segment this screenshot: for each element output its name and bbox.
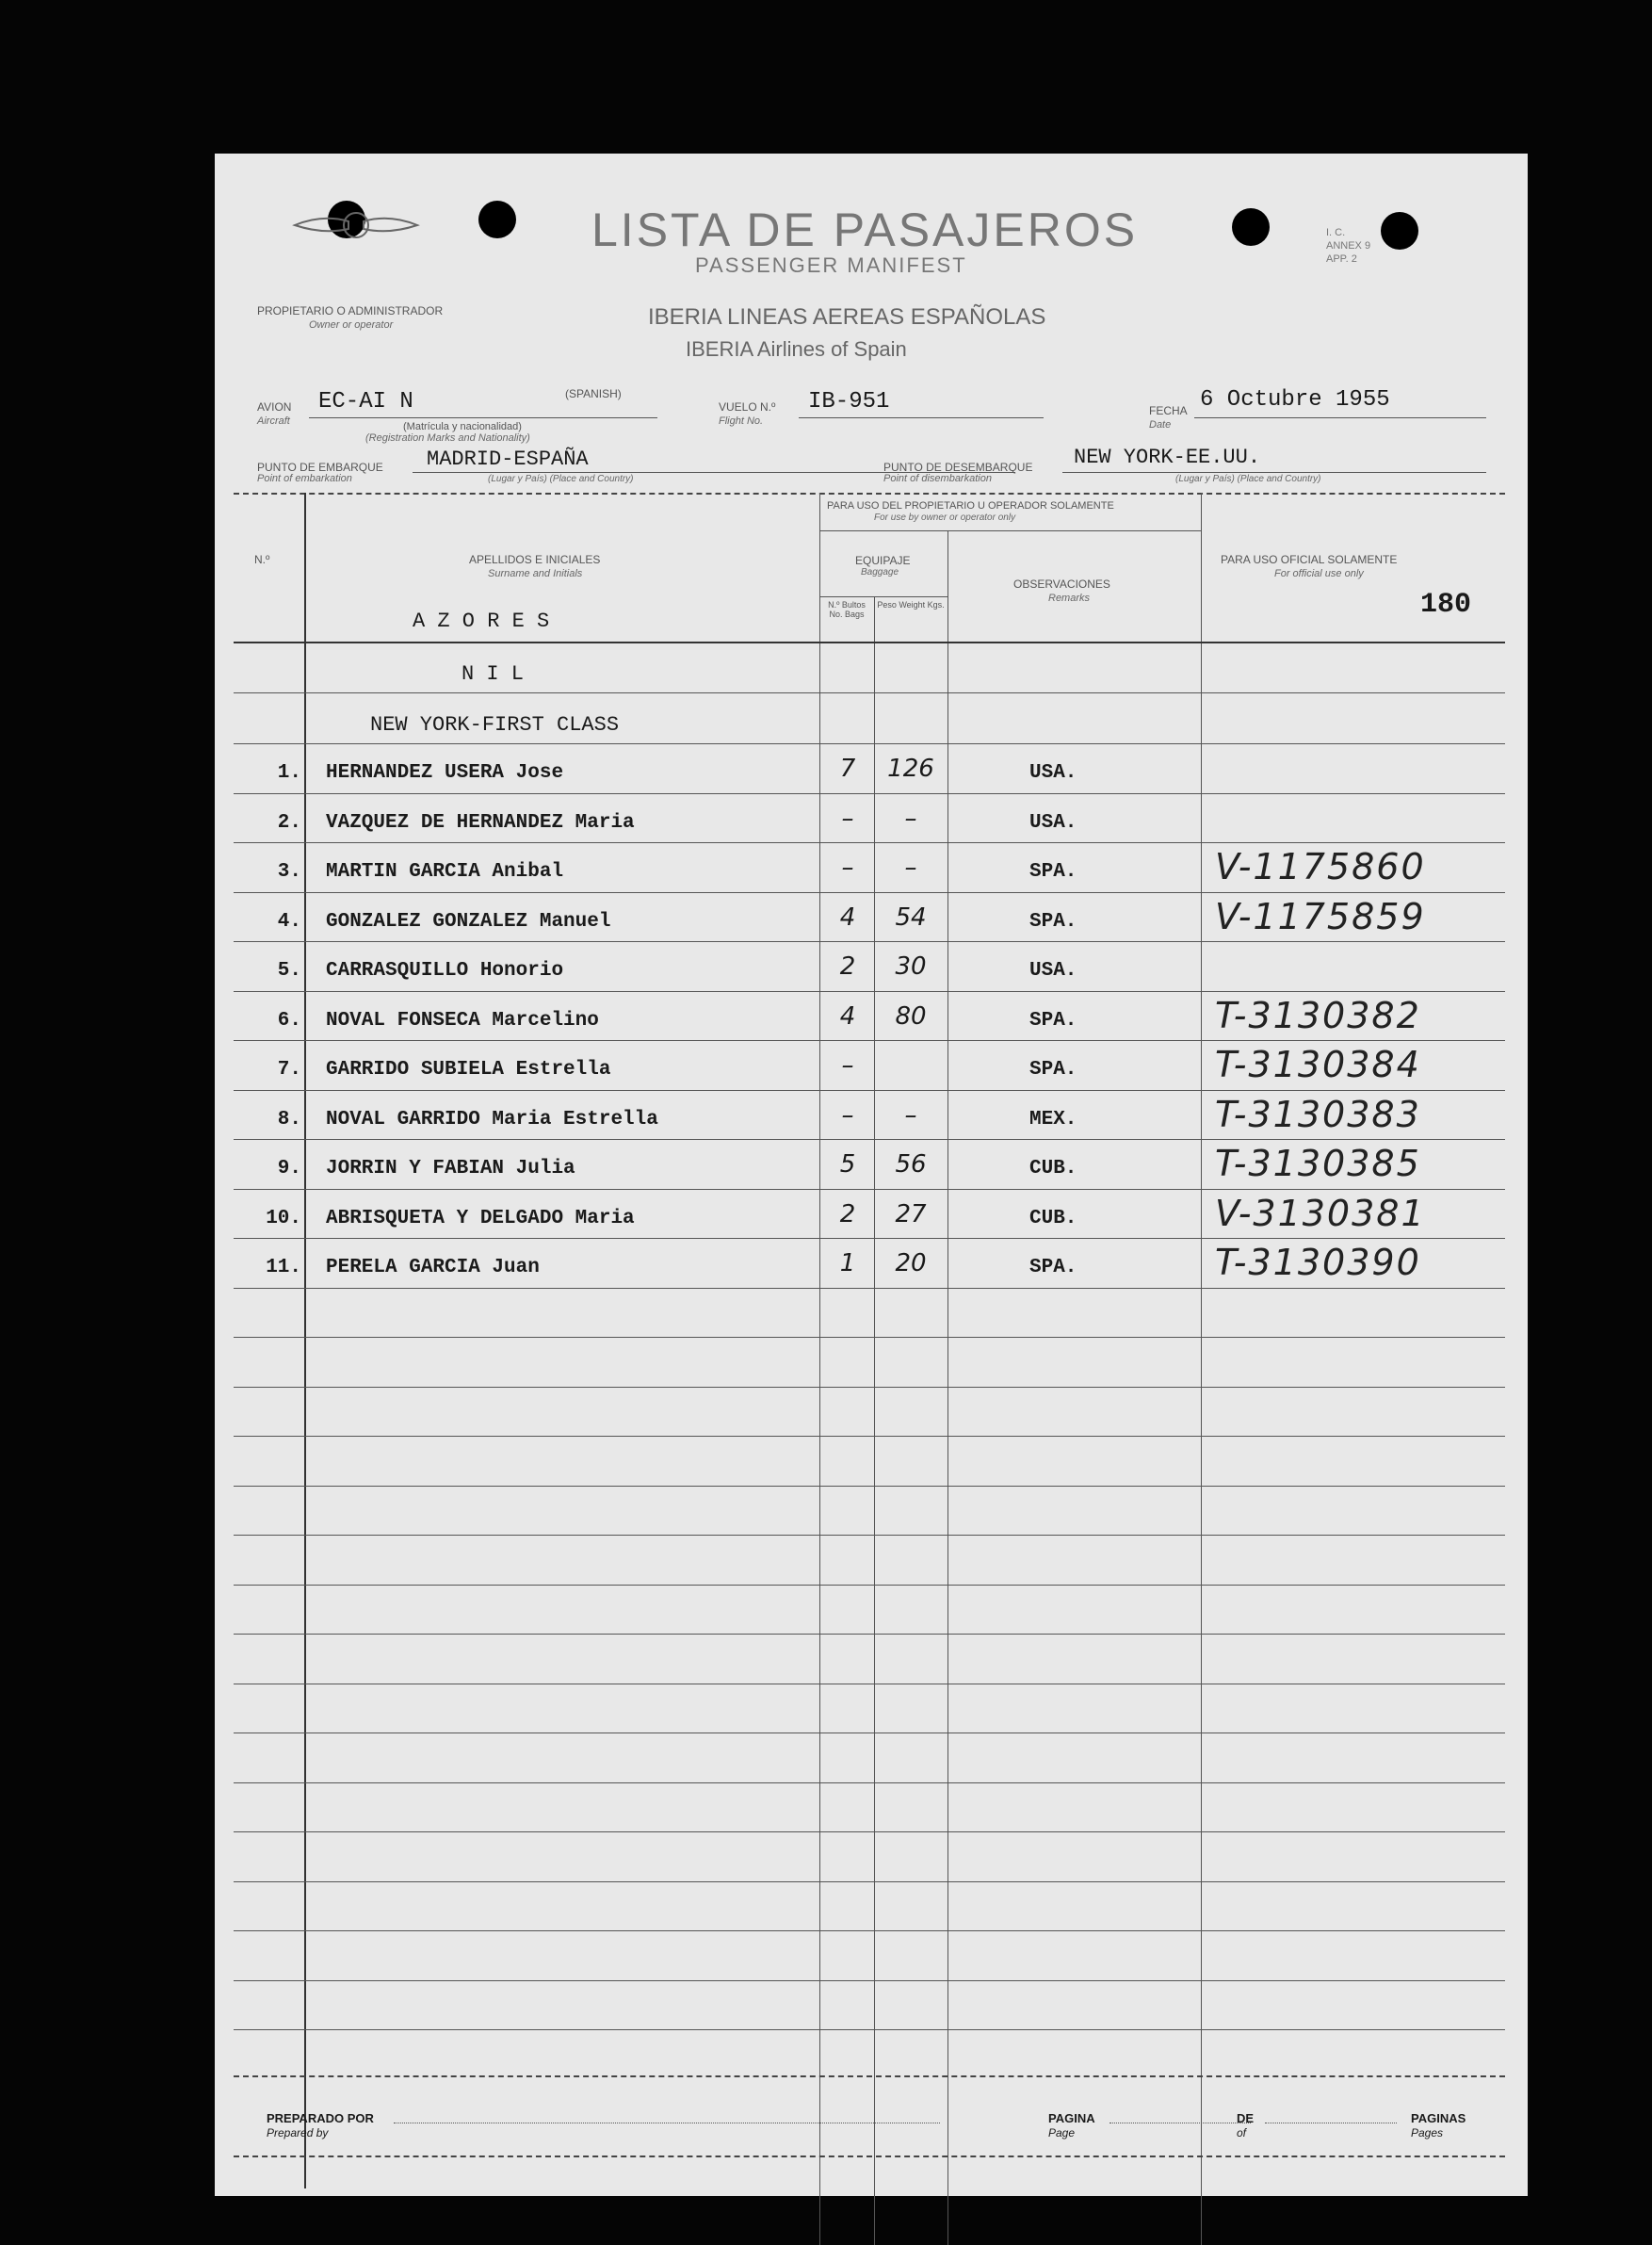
nationality-remark: SPA. <box>1029 1009 1077 1032</box>
official-doc-number: V-3130381 <box>1215 1192 1426 1234</box>
disembark-value: NEW YORK-EE.UU. <box>1074 446 1261 469</box>
row-rule <box>234 793 1505 794</box>
bags-count: 1 <box>839 1249 856 1277</box>
row-number: 3. <box>277 861 301 883</box>
owner-label-en: Owner or operator <box>309 319 394 331</box>
date-value: 6 Octubre 1955 <box>1200 387 1390 413</box>
empty-row-rule <box>234 1831 1505 1832</box>
row-number: 7. <box>277 1059 301 1081</box>
bags-count: – <box>841 1100 854 1130</box>
airline-wings-logo <box>290 208 422 242</box>
disembark-label: PUNTO DE DESEMBARQUE <box>883 461 1033 474</box>
nationality-remark: CUB. <box>1029 1207 1077 1229</box>
nil-label: N I L <box>462 662 525 686</box>
empty-row-rule <box>234 1387 1505 1388</box>
punch-hole <box>478 201 516 238</box>
class-line: NEW YORK-FIRST CLASS <box>370 713 620 737</box>
baggage-weight: 27 <box>895 1199 927 1228</box>
official-number: 180 <box>1420 589 1472 621</box>
empty-row-rule <box>234 1585 1505 1586</box>
nationality-remark: SPA. <box>1029 1059 1077 1081</box>
col-header-remarks-en: Remarks <box>1048 593 1091 604</box>
row-number: 8. <box>277 1108 301 1131</box>
col-header-baggage-en: Baggage <box>861 567 899 578</box>
bags-count: 4 <box>839 1001 856 1031</box>
col-header-bags: N.º Bultos No. Bags <box>828 600 866 619</box>
baggage-weight: 54 <box>895 903 927 932</box>
embark-label: PUNTO DE EMBARQUE <box>257 461 383 474</box>
empty-row-rule <box>234 1980 1505 1981</box>
baggage-weight: – <box>904 854 917 882</box>
baggage-weight: – <box>904 1100 917 1130</box>
page-label-en: Page <box>1048 2126 1076 2139</box>
aircraft-label: AVION <box>257 400 292 414</box>
disembark-label-en: Point of disembarkation <box>883 473 992 484</box>
nationality-remark: USA. <box>1029 960 1077 982</box>
registration-label-en: (Registration Marks and Nationality) <box>365 432 530 444</box>
col-header-operator-only-en: For use by owner or operator only <box>874 512 1016 523</box>
flight-label-en: Flight No. <box>719 415 764 427</box>
origin-label: A Z O R E S <box>413 610 550 633</box>
embark-value: MADRID-ESPAÑA <box>427 447 589 471</box>
official-doc-number: T-3130384 <box>1215 1044 1421 1085</box>
nationality-remark: MEX. <box>1029 1108 1077 1131</box>
bags-count: 2 <box>839 1199 856 1228</box>
row-number: 10. <box>266 1207 301 1229</box>
app-label: APP. 2 <box>1326 253 1357 265</box>
official-doc-number: T-3130382 <box>1215 994 1421 1036</box>
prepared-label: PREPARADO POR <box>267 2111 374 2125</box>
passenger-name: GARRIDO SUBIELA Estrella <box>326 1059 611 1081</box>
aircraft-label-en: Aircraft <box>257 415 290 427</box>
row-rule <box>234 1189 1505 1190</box>
row-number: 5. <box>277 960 301 982</box>
baggage-weight: 20 <box>895 1249 927 1277</box>
passenger-name: JORRIN Y FABIAN Julia <box>326 1158 575 1179</box>
row-rule <box>234 1288 1505 1289</box>
owner-label: PROPIETARIO O ADMINISTRADOR <box>257 304 444 317</box>
nationality-remark: SPA. <box>1029 910 1077 933</box>
punch-hole <box>1381 212 1418 250</box>
official-doc-number: V-1175860 <box>1215 846 1426 887</box>
official-doc-number: T-3130385 <box>1215 1143 1421 1184</box>
icao-reference: I. C. <box>1326 227 1346 238</box>
empty-row-rule <box>234 1337 1505 1338</box>
official-doc-number: V-1175859 <box>1215 895 1426 937</box>
prepared-label-en: Prepared by <box>267 2126 329 2139</box>
bags-count: – <box>841 1051 854 1080</box>
row-number: 1. <box>277 762 301 784</box>
empty-row-rule <box>234 1486 1505 1487</box>
row-rule <box>234 1040 1505 1041</box>
nationality-remark: SPA. <box>1029 861 1077 883</box>
spanish-note: (SPANISH) <box>565 387 622 400</box>
baggage-weight: 56 <box>895 1150 927 1179</box>
pages-label: PAGINAS <box>1411 2111 1466 2125</box>
aircraft-value: EC-AI N <box>318 389 413 415</box>
row-rule <box>234 941 1505 942</box>
disembark-place-note: (Lugar y País) (Place and Country) <box>1175 474 1321 484</box>
baggage-weight: – <box>904 804 917 833</box>
of-label-en: of <box>1237 2126 1247 2139</box>
punch-hole <box>1232 208 1270 246</box>
row-number: 4. <box>277 910 301 933</box>
embark-place-note: (Lugar y País) (Place and Country) <box>488 474 634 484</box>
col-header-no: N.º <box>254 553 270 566</box>
airline-name-es: IBERIA LINEAS AEREAS ESPAÑOLAS <box>648 304 1046 330</box>
manifest-sheet <box>215 154 1528 2196</box>
col-header-operator-only: PARA USO DEL PROPIETARIO U OPERADOR SOLAMENTE <box>827 500 1114 512</box>
bags-count: 7 <box>839 755 856 783</box>
passenger-name: NOVAL FONSECA Marcelino <box>326 1009 599 1032</box>
col-header-official-en: For official use only <box>1274 568 1364 579</box>
annex-label: ANNEX 9 <box>1326 240 1371 252</box>
passenger-name: GONZALEZ GONZALEZ Manuel <box>326 910 611 933</box>
nationality-remark: SPA. <box>1029 1257 1077 1278</box>
empty-row-rule <box>234 1436 1505 1437</box>
nationality-remark: USA. <box>1029 811 1077 834</box>
bags-count: 4 <box>839 903 856 932</box>
empty-row-rule <box>234 1881 1505 1882</box>
col-header-weight: Peso Weight Kgs. <box>877 600 945 610</box>
airline-name-en: IBERIA Airlines of Spain <box>686 337 907 361</box>
row-rule <box>234 892 1505 893</box>
empty-row-rule <box>234 2029 1505 2030</box>
date-label-en: Date <box>1149 419 1172 431</box>
row-number: 6. <box>277 1009 301 1032</box>
col-header-surname-en: Surname and Initials <box>488 568 583 579</box>
baggage-weight: 80 <box>895 1001 927 1031</box>
registration-label: (Matrícula y nacionalidad) <box>403 421 522 432</box>
baggage-weight: 30 <box>895 952 927 981</box>
row-rule <box>234 1238 1505 1239</box>
nationality-remark: USA. <box>1029 762 1077 784</box>
page-label: PAGINA <box>1048 2111 1095 2125</box>
empty-row-rule <box>234 1930 1505 1931</box>
baggage-weight: 126 <box>887 755 934 783</box>
col-header-baggage: EQUIPAJE <box>855 554 911 567</box>
bags-count: 2 <box>839 952 856 981</box>
manifest-title: LISTA DE PASAJEROS <box>591 203 1139 256</box>
col-header-official: PARA USO OFICIAL SOLAMENTE <box>1221 553 1398 566</box>
flight-label: VUELO N.º <box>719 400 776 414</box>
empty-row-rule <box>234 1634 1505 1635</box>
embark-label-en: Point of embarkation <box>257 473 352 484</box>
manifest-subtitle: PASSENGER MANIFEST <box>695 253 967 277</box>
row-number: 9. <box>277 1158 301 1179</box>
col-header-surname: APELLIDOS E INICIALES <box>469 553 601 566</box>
of-label: DE <box>1237 2111 1255 2125</box>
passenger-name: ABRISQUETA Y DELGADO Maria <box>326 1207 635 1229</box>
row-number: 11. <box>266 1257 301 1278</box>
flight-value: IB-951 <box>808 389 890 415</box>
row-rule <box>234 1139 1505 1140</box>
passenger-name: HERNANDEZ USERA Jose <box>326 762 564 784</box>
empty-row-rule <box>234 1535 1505 1536</box>
passenger-name: MARTIN GARCIA Anibal <box>326 861 564 883</box>
row-rule <box>234 991 1505 992</box>
official-doc-number: T-3130383 <box>1215 1093 1421 1135</box>
official-doc-number: T-3130390 <box>1215 1242 1421 1283</box>
col-header-remarks: OBSERVACIONES <box>1013 578 1110 591</box>
passenger-name: CARRASQUILLO Honorio <box>326 960 564 982</box>
passenger-name: VAZQUEZ DE HERNANDEZ Maria <box>326 811 635 834</box>
pages-label-en: Pages <box>1411 2126 1444 2139</box>
row-rule <box>234 842 1505 843</box>
row-number: 2. <box>277 811 301 834</box>
nationality-remark: CUB. <box>1029 1158 1077 1179</box>
empty-row-rule <box>234 1782 1505 1783</box>
bags-count: – <box>841 854 854 882</box>
row-rule <box>234 1090 1505 1091</box>
passenger-name: NOVAL GARRIDO Maria Estrella <box>326 1108 658 1131</box>
bags-count: – <box>841 804 854 833</box>
bags-count: 5 <box>839 1150 856 1179</box>
passenger-name: PERELA GARCIA Juan <box>326 1257 540 1278</box>
date-label: FECHA <box>1149 404 1188 417</box>
